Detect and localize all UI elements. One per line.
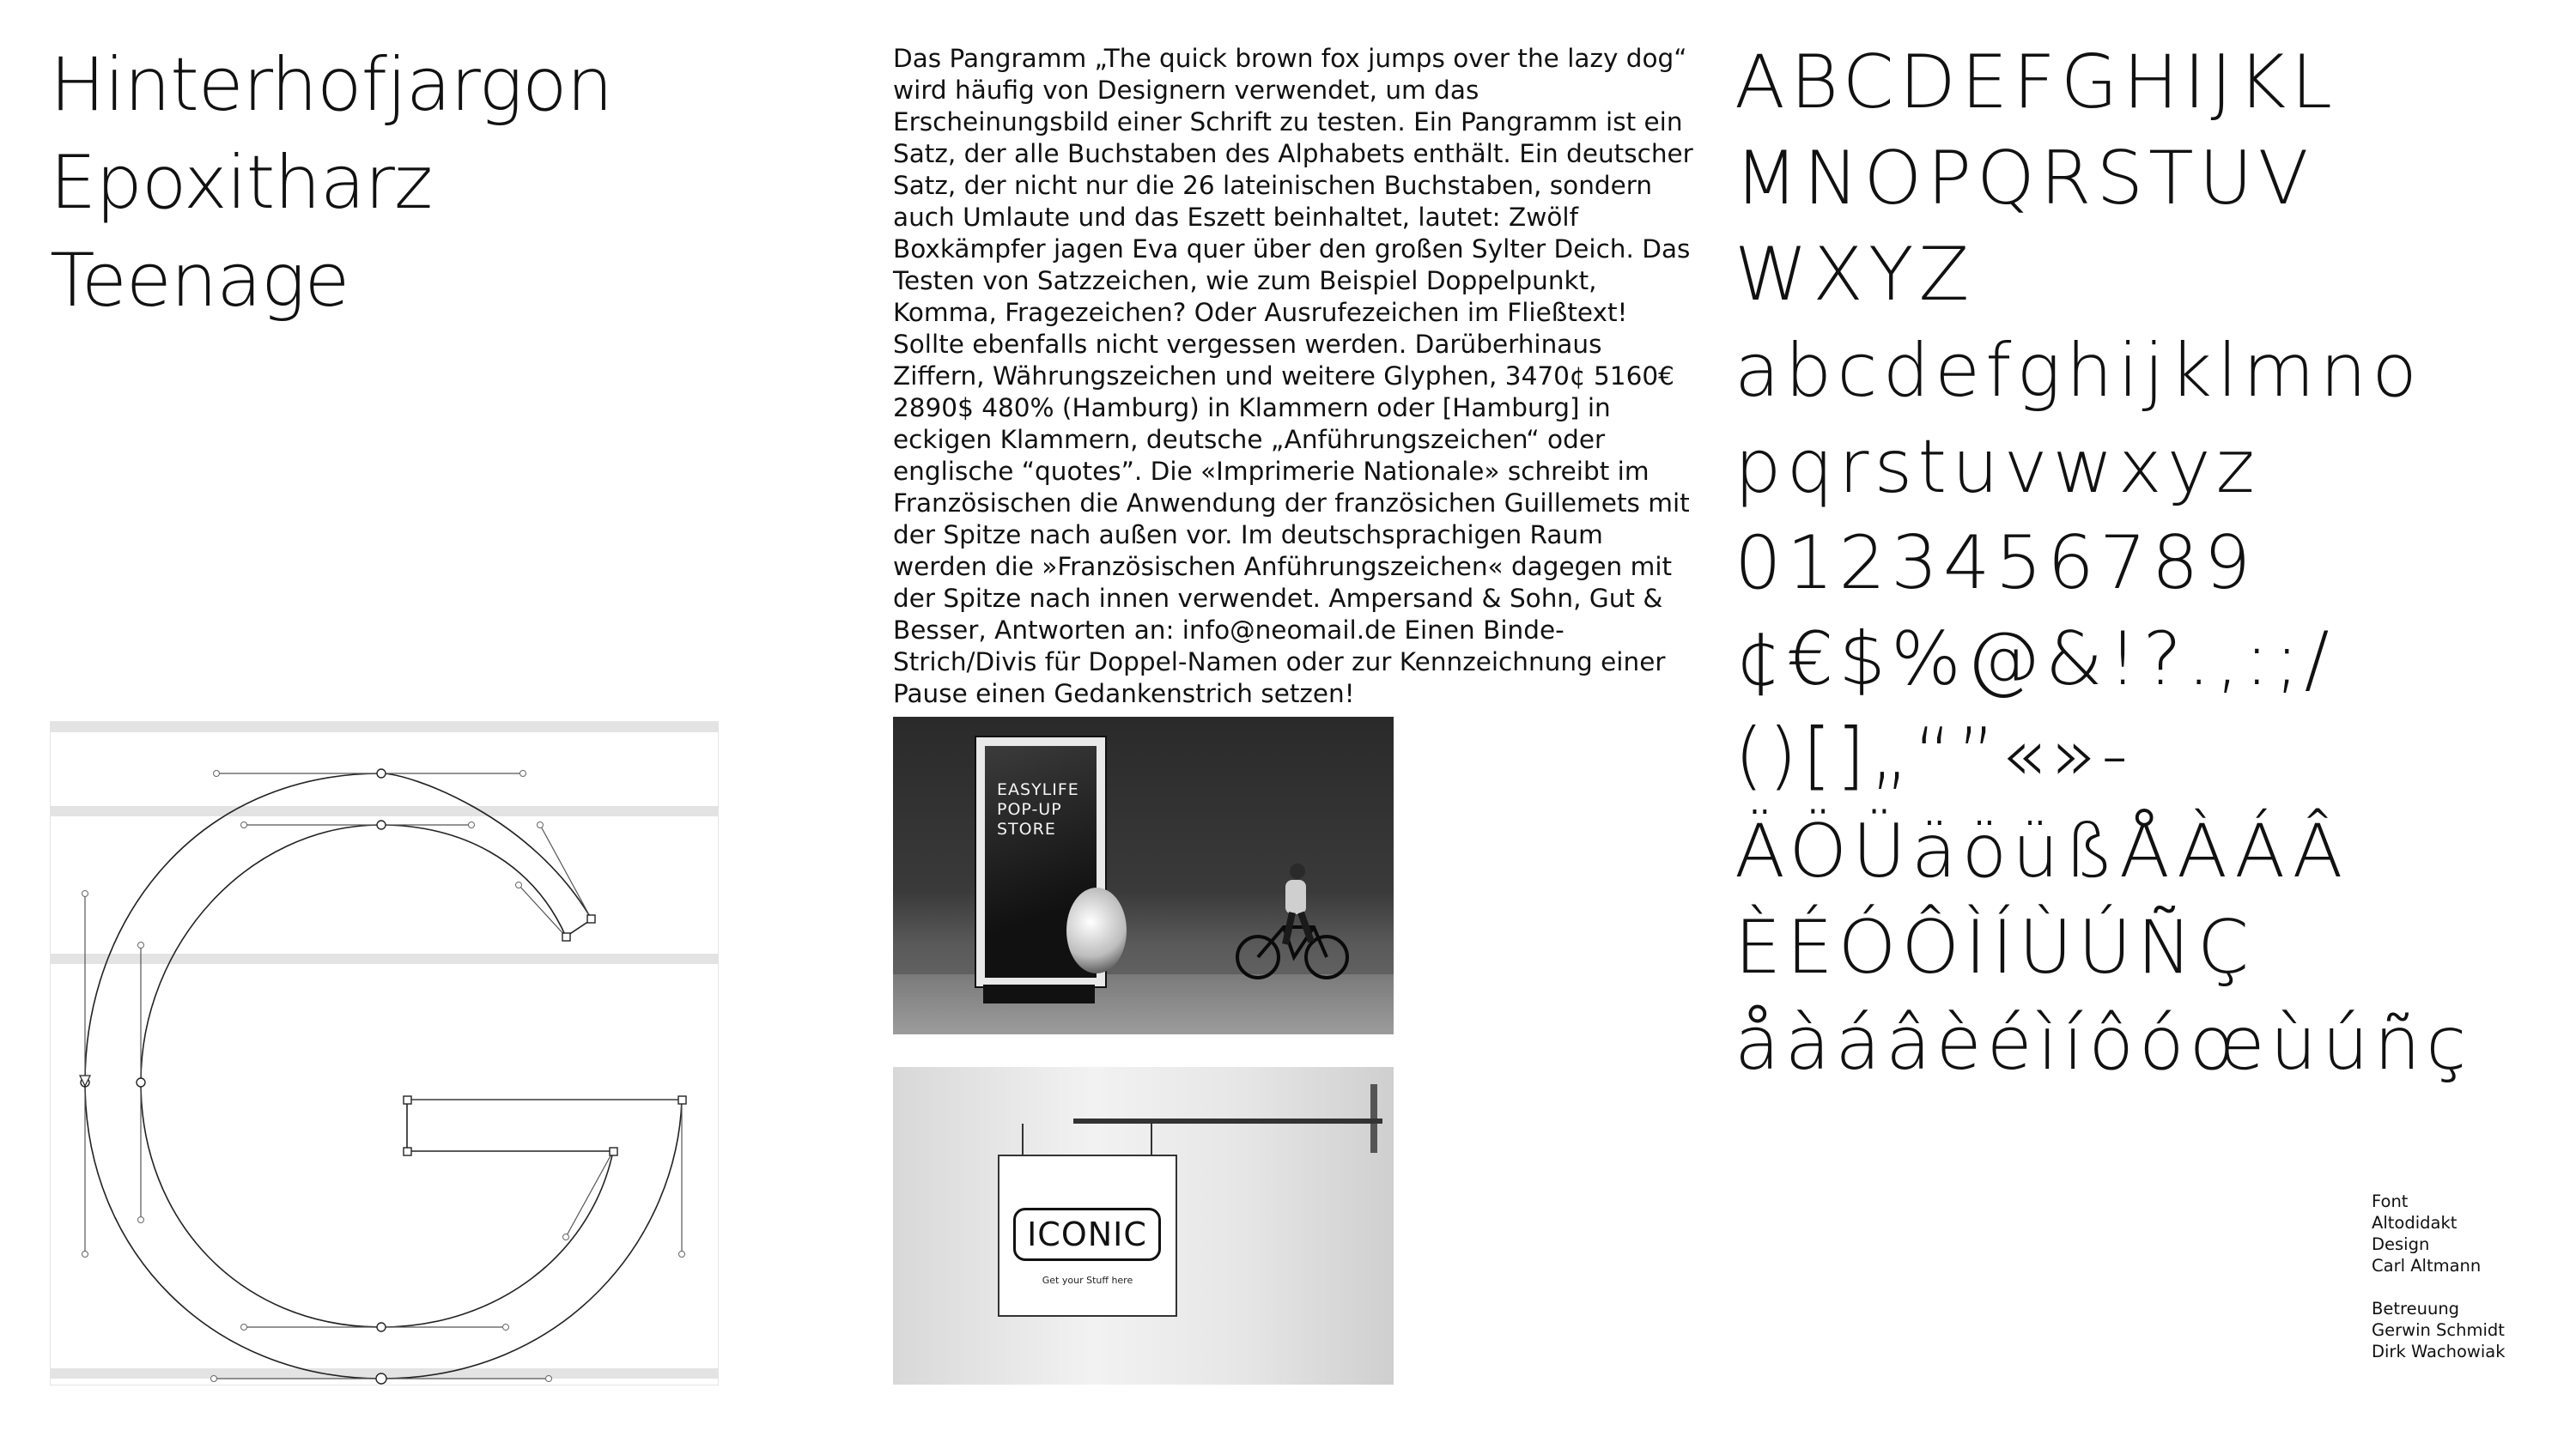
glyph-line: ÈÉÓÔÌÍÙÚÑÇ (1735, 905, 2255, 991)
credit-label: Design (2372, 1234, 2430, 1254)
glyph-line: ÄÖÜäöüßÅÀÁÂ (1735, 809, 2348, 894)
glyph-line: åàáâèéìíôóœùúñç (1735, 1001, 2472, 1087)
credits (2372, 1191, 2506, 1362)
glyph-construction-drawing (50, 721, 719, 1385)
credit-value: Altodidakt (2372, 1213, 2458, 1233)
sign-tagline: Get your Stuff here (1042, 1275, 1133, 1286)
credit-value: Dirk Wachowiak (2372, 1342, 2506, 1361)
glyph-line: ABCDEFGHIJKL (1735, 39, 2338, 125)
pangram-paragraph: Das Pangramm „The quick brown fox jumps over the lazy dog“ wird häufig von Designern verwendet, um das Erscheinungsbild einer Schrift zu testen. Ein Pangramm ist ein Satz, der alle Buchstaben des Alphabets enthält. Ein deutscher Satz, der nicht nur die 26 lateinischen Buchstaben, sondern auch Umlaute und das Eszett beinhaltet, lautet: Zwölf Boxkämpfer jagen Eva quer über den großen Sylter Deich. Das Testen von Satzzeichen, wie zum Beispiel Doppelpunkt, Komma, Fragezeichen? Oder Ausrufezeichen im Fließtext! Sollte ebenfalls nicht vergessen werden. Darüberhinaus Ziffern, Währungszeichen und weitere Glyphen, 3470¢ 5160€ 2890$ 480% (Hamburg) in Klammern oder [Hamburg] in eckigen Klammern, deutsche „Anführungszeichen“ oder englische “quotes”. Die «Imprimerie Nationale» schreibt im Französischen die Anwendung der französichen Guillemets mit der Spitze nach außen vor. Im deutschsprachigen Raum werden die »Französischen Anführungszeichen« dagegen mit der Spitze nach innen verwendet. Ampersand & Sohn, Gut & Besser, Antworten an: info@neomail.de Einen Binde-Strich/Divis für Doppel-Namen oder zur Kennzeichnung einer Pause einen Gedankenstrich setzen! (893, 44, 1693, 708)
sign-logo: ICONIC (1013, 1208, 1161, 1261)
poster-title: EASYLIFE POP-UP STORE (997, 780, 1079, 839)
sidewalk (893, 974, 1394, 1034)
credit-label: Font (2372, 1191, 2409, 1211)
credit-value: Gerwin Schmidt (2372, 1320, 2505, 1340)
poster-base (983, 985, 1095, 1003)
poster-mockup-photo (893, 717, 1394, 1034)
sample-word: Teenage (50, 238, 349, 324)
sample-word: Hinterhofjargon (50, 42, 613, 128)
sign-mockup-photo (893, 1067, 1394, 1385)
sign-chain (1022, 1124, 1024, 1155)
credit-value: Carl Altmann (2372, 1256, 2482, 1276)
cyclist-icon (1232, 863, 1352, 983)
credit-label: Betreuung (2372, 1299, 2460, 1319)
glyph-line: 0123456789 (1735, 520, 2257, 606)
sign-bracket (1073, 1119, 1382, 1124)
glyph-line: ¢€$%@&!?.,:;/ (1735, 616, 2335, 702)
poster-graphic (1066, 888, 1127, 973)
sign-chain (1151, 1124, 1152, 1155)
glyph-set (1735, 34, 2471, 1092)
glyph-line: MNOPQRSTUV (1735, 136, 2314, 221)
glyph-line: pqrstuvwxyz (1735, 424, 2260, 510)
sample-words (50, 36, 612, 330)
hanging-sign (998, 1155, 1177, 1317)
glyph-line: WXYZ (1735, 232, 1975, 318)
poster-display (975, 736, 1107, 988)
glyph-line: ()[]„“”«»- (1735, 712, 2134, 798)
glyph-line: abcdefghijklmno (1735, 328, 2422, 414)
sample-word: Epoxitharz (50, 140, 433, 226)
letter-g-outline-icon (51, 722, 718, 1385)
